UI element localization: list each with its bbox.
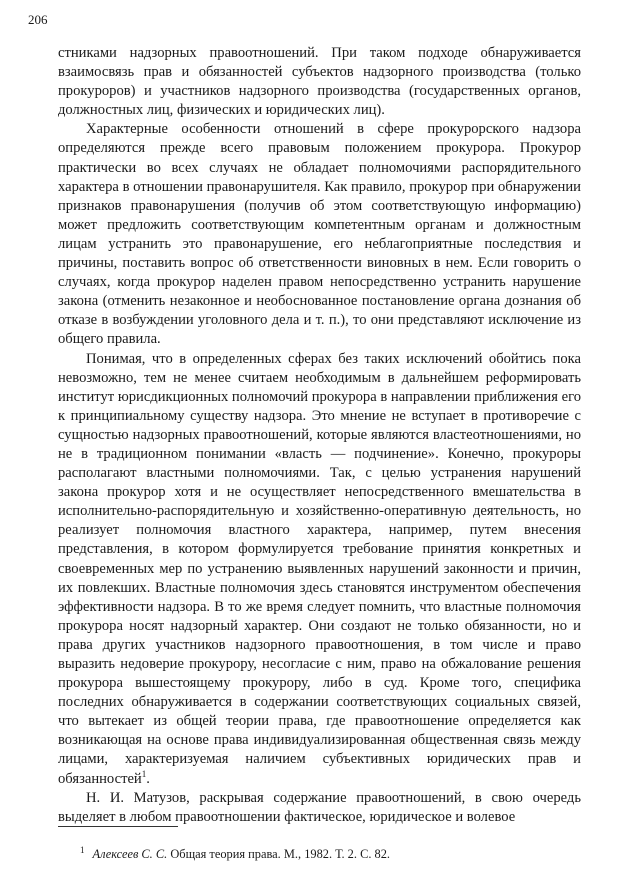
body-text <box>58 44 581 827</box>
paragraph-powers-reform-text: Понимая, что в определенных сферах без таких исключений обойтись пока невозможно, тем не менее считаем необходимым в дальнейшем реформировать институт юрисдикционных полномочий прокурора в направлении приближения его к принципиальному существу надзора. Это мнение не вступает в противоречие с сущностью надзорных правоотношений, которые являются властеотношениями, но не в традиционном понимании «власть — подчинение». Конечно, прокуроры располагают властными полномочиями. Так, с целью устранения нарушений закона прокурор хотя и не осуществляет непосредственного вмешательства в исполнительно-распорядительную и хозяйственно-оперативную деятельность, но реализует полномочия властного характера, например, путем внесения представления, в котором формулируется требование принятия конкретных и своевременных мер по устранению выявленных нарушений законности и причин, их повлекших. Властные полномочия здесь становятся инструментом обеспечения эффективности надзора. В то же время следует помнить, что властные полномочия прокурора носят надзорный характер. Они создают не только обязанности, но и права других участников надзорного правоотношения, в том числе и право выразить недоверие прокурору, несогласие с ним, право на обжалование решения прокурора вышестоящему прокурору, либо в суд. Кроме того, специфика последних обнаруживается в содержании соответствующих социальных связей, что вытекает из общей теории права, где правоотношение определяется как возникающая на основе права индивидуализированная общественная связь между лицами, характеризуемая наличием субъективных юридических прав и обязанностей <box>58 350 581 787</box>
paragraph-continued: стниками надзорных правоотношений. При таком подходе обнаруживается взаимосвязь прав и обязанностей субъектов надзорного производства (только прокуроров) и участников надзорного производства (государственных органов, должностных лиц, физических и юридических лиц). <box>58 45 581 119</box>
paragraph-prosecutor-status: Характерные особенности отношений в сфере прокурорского надзора определяются прежде всего правовым положением прокурора. Прокурор практически во всех случаях не обладает полномочиями распорядительного характера в отношении правонарушителя. Как правило, прокурор при обнаружении признаков правонарушения (получив об этом соответствующую информацию) может предложить соответствующим компетентным органам и должностным лицам устранить это правонарушение, его неблагоприятные последствия и причины, поставить вопрос об ответственности виновных в нем. Если говорить о случаях, когда прокурор наделен правом непосредственно устранить нарушение закона (отменить незаконное и необоснованное постановление органа дознания об отказе в возбуждении уголовного дела и т. п.), то они представляют исключение из общего правила. <box>58 121 581 348</box>
footnote-divider <box>58 826 178 827</box>
footnote-author: Алексеев С. С. <box>92 847 168 861</box>
page-number: 206 <box>28 12 48 27</box>
paragraph-powers-reform: Понимая, что в определенных сферах без таких исключений обойтись пока невозможно, тем не менее считаем необходимым в дальнейшем реформировать институт юрисдикционных полномочий прокурора в направлении приближения его к принципиальному существу надзора. Это мнение не вступает в противоречие с сущностью надзорных правоотношений, которые являются властеотношениями, но не в традиционном понимании «власть — подчинение». Конечно, прокуроры располагают властными полномочиями. Так, с целью устранения нарушений закона прокурор хотя и не осуществляет непосредственного вмешательства в исполнительно-распорядительную и хозяйственно-оперативную деятельность, но реализует полномочия властного характера, например, путем внесения представления, в котором формулируется требование принятия конкретных и своевременных мер по устранению выявленных нарушений законности и причин, их повлекших. Властные полномочия здесь становятся инструментом обеспечения эффективности надзора. В то же время следует помнить, что властные полномочия прокурора носят надзорный характер. Они создают не только обязанности, но и права других участников надзорного правоотношения, в том числе и право выразить недоверие прокурору, несогласие с ним, право на обжалование решения прокурора вышестоящему прокурору, либо в суд. Кроме того, специфика последних обнаруживается в содержании соответствующих социальных связей, что вытекает из общей теории права, где правоотношение определяется как возникающая на основе права индивидуализированная общественная связь между лицами, характеризуемая наличием субъективных юридических прав и обязанностей$^1$. <box>58 350 581 787</box>
paragraph-matuzov: Н. И. Матузов, раскрывая содержание правоотношений, в свою очередь выделяет в любом правоотношении фактическое, юридическое и волевое <box>58 789 581 825</box>
footnote-reference: 1 <box>141 768 147 779</box>
footnote <box>80 844 580 862</box>
footnote-text: Общая теория права. М., 1982. Т. 2. С. 82. <box>167 847 391 861</box>
footnote-mark: 1 <box>80 844 85 855</box>
